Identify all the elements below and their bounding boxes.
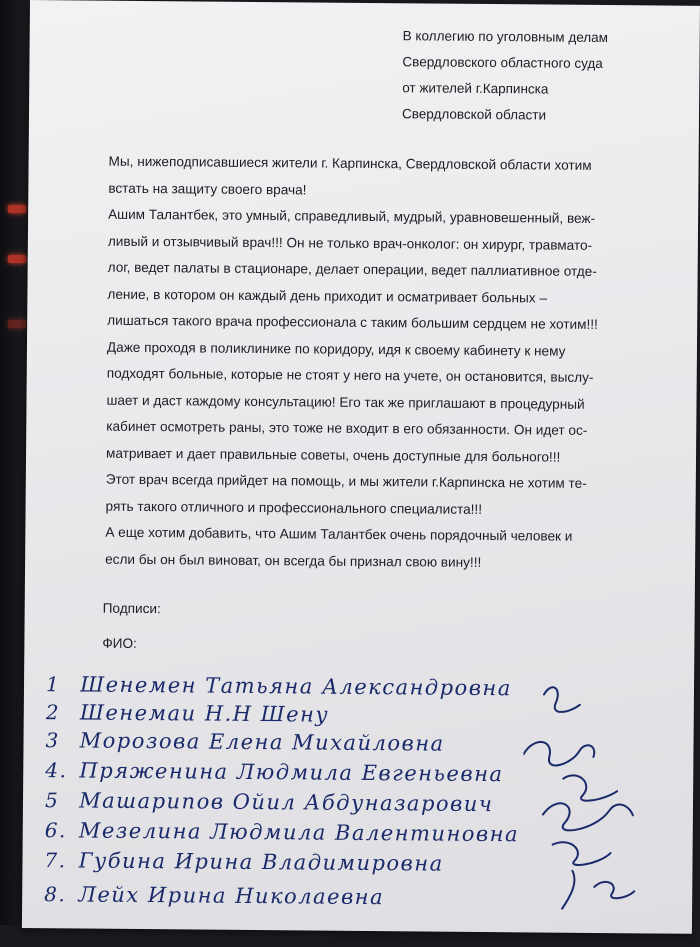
body-line: Даже проходя в поликлинике по коридору, идя к своему кабинету к нему [106,339,566,359]
addressee-line: В коллегию по уголовным делам [402,28,609,46]
signature-name: Лейх Ирина Николаевна [78,882,385,910]
signature-number: 1 [45,672,61,697]
letter-page [22,0,700,934]
signature-name: Пряженина Людмила Евгеньевна [79,758,504,787]
signature-number: 2 [45,700,61,725]
signature-number: 8. [44,882,67,907]
body-line: А еще хотим добавить, что Ашим Талантбек очень порядочный человек и [105,524,573,544]
signature-number: 7. [44,848,67,873]
keyboard-light [8,320,26,328]
addressee-line: Свердловского областного суда [402,54,603,72]
signature-name: Шенемаи Н.Н Шену [79,700,330,727]
body-line: ливый и отзывчивый врач!!! Он не только врач-онколог: он хирург, травмато- [107,233,593,253]
addressee-line: от жителей г.Карпинска [402,80,549,97]
keyboard-light [8,205,26,213]
signature-number: 3 [45,728,60,753]
signature-name: Губина Ирина Владимировна [78,848,444,876]
signature-name: Морозова Елена Михайловна [79,728,445,756]
body-line: если бы он был виноват, он всегда бы признал свою вину!!! [105,551,482,570]
body-line: Этот врач всегда прийдет на помощь, и мы жители г.Карпинска не хотим те- [105,471,587,491]
letter-body [105,149,649,578]
signature-row [44,848,444,885]
body-line: ление, в котором он каждый день приходит и осматривает больных – [107,286,547,306]
signature-number: 5 [44,788,60,813]
signature-number: 4. [45,758,68,783]
signatures-label: Подписи: [102,600,161,617]
signature-name: Мезелина Людмила Валентиновна [78,818,520,847]
body-line: шает и даст каждому консультацию! Его так же приглашают в процедурный [106,392,585,412]
body-line: Ашим Талантбек, это умный, справедливый, мудрый, уравновешенный, веж- [108,206,596,226]
signature-name: Машарипов Ойил Абдуназарович [79,788,494,817]
signature-number: 6. [44,818,67,843]
body-line: Мы, нижеподписавшиеся жители г. Карпинска, Свердловской области хотим [108,153,592,173]
body-line: кабинет осмотреть раны, это тоже не входит в его обязанности. Он идет ос- [106,418,588,438]
addressee-line: Свердловской области [401,106,547,123]
keyboard-light [8,255,26,263]
fio-label: ФИО: [102,635,137,651]
handwritten-signatures [522,674,664,915]
body-line: лог, ведет палаты в стационаре, делает операции, ведет паллиативное отде- [107,259,597,279]
body-line: лишаться такого врача профессионала с таким большим сердцем не хотим!!! [107,312,598,332]
signature-row [44,882,384,919]
body-line: матривает и дает правильные советы, очень доступные для больного!!! [105,445,561,465]
body-line: рять такого отличного и профессионального специалиста!!! [105,498,483,517]
signature-name: Шенемен Татьяна Александровна [80,672,512,701]
body-line: подходят больные, которые не стоят у него на учете, он остановится, выслу- [106,365,594,385]
body-line: встать на защиту своего врача! [108,180,307,197]
addressee-block [402,23,693,130]
